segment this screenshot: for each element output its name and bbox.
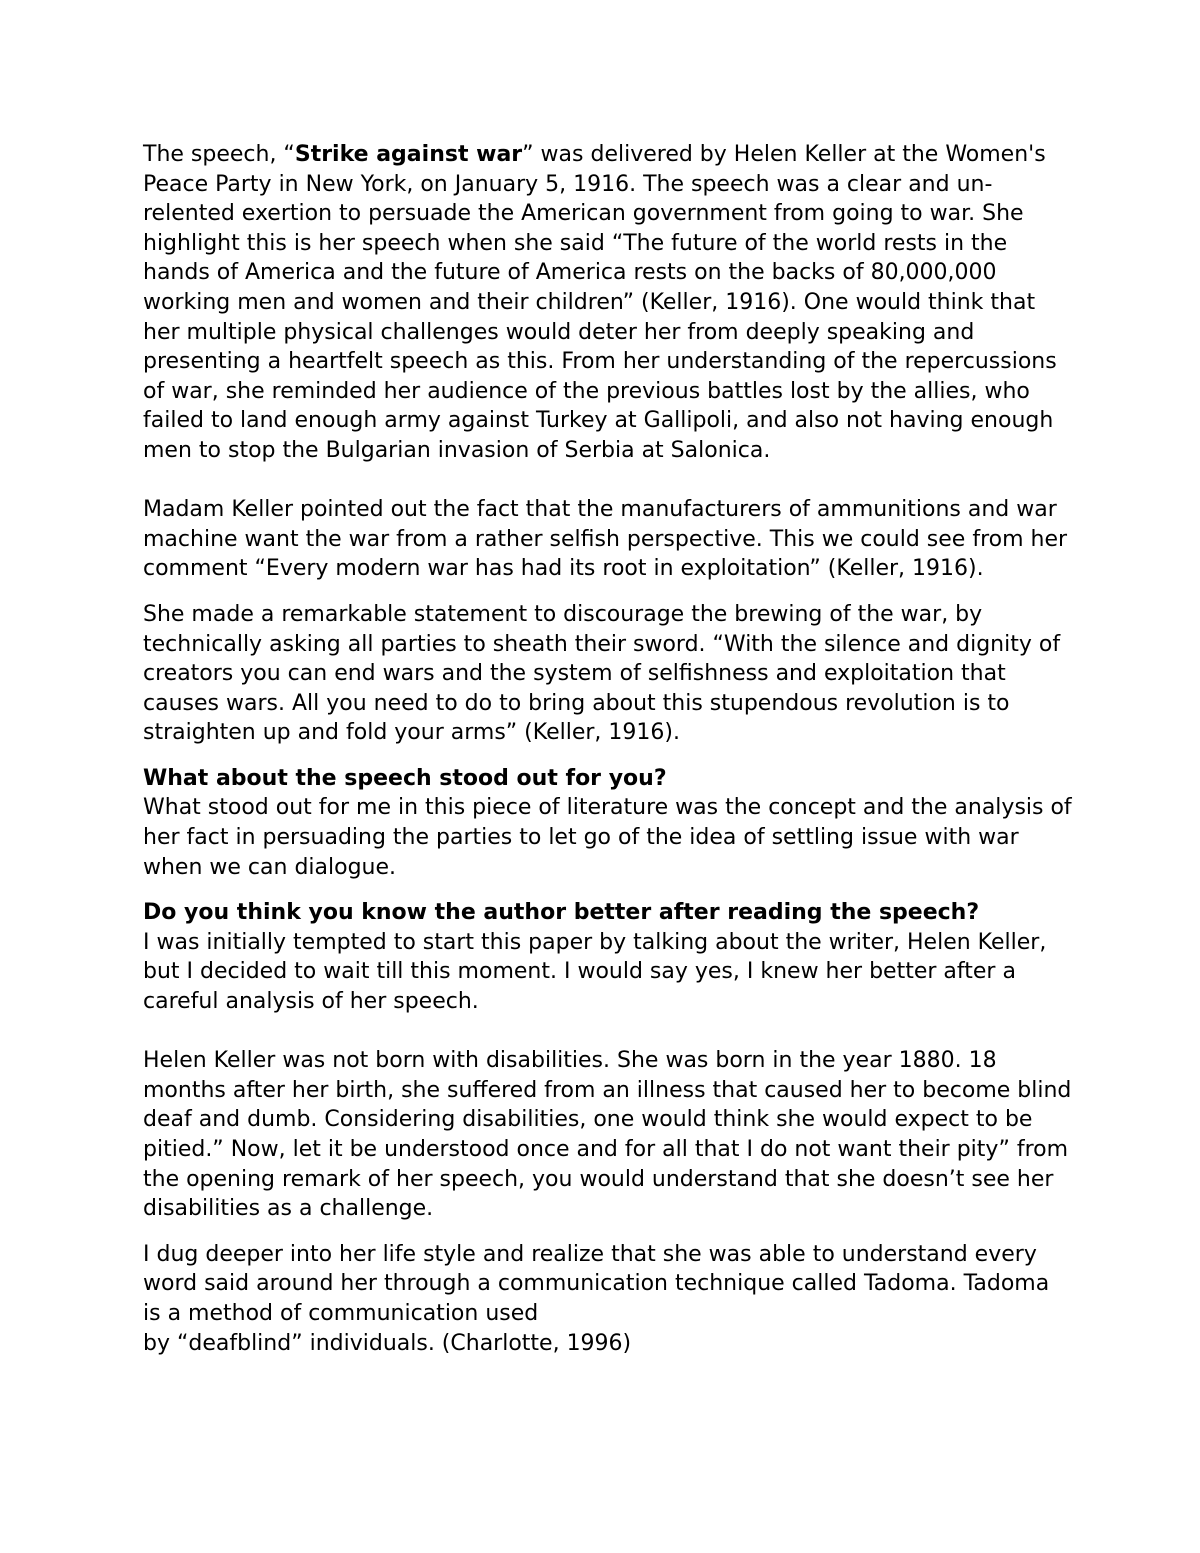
paragraph-intro-prefix: The speech, “ <box>143 142 295 167</box>
paragraph-manufacturers: Madam Keller pointed out the fact that the manufacturers of ammunitions and war machine want the war from a rather selfish perspective. This we could see from her comment “Every modern war has had its root in exploitation” (Keller, 1916). <box>143 497 1068 582</box>
paragraph-disabilities: Helen Keller was not born with disabilities. She was born in the year 1880. 18 months after her birth, she suffered from an illness that caused her to become blind deaf and dumb. Considering disabilities, one would think she would expect to be pitied.” Now, let it be understood once and for all that I do not want their pity” from the opening remark of her speech, you would understand that she doesn’t see her disabilities as a challenge. <box>143 1048 1072 1222</box>
speech-title: Strike against war <box>294 142 523 167</box>
section-body-know-author: I was initially tempted to start this paper by talking about the writer, Helen Keller, but I decided to wait till this moment. I would say yes, I knew her better after a careful analysis of her speech. <box>143 929 1047 1015</box>
paragraph-intro-body: ” was delivered by Helen Keller at the Women's Peace Party in New York, on January 5, 1916. The speech was a clear and un-relented exertion to persuade the American government from going to war. She highlight this is her speech when she said “The future of the world rests in the hands of America and the future of America rests on the backs of 80,000,000 working men and women and their children” (Keller, 1916). One would think that her multiple physical challenges would deter her from deeply speaking and presenting a heartfelt speech as this. From her understanding of the repercussions of war, she reminded her audience of the previous battles lost by the allies, who failed to land enough army against Turkey at Gallipoli, and also not having enough men to stop the Bulgarian invasion of Serbia at Salonica. <box>143 142 1057 463</box>
section-heading-stood-out: What about the speech stood out for you? <box>143 765 667 791</box>
paragraph-intro <box>143 140 1073 466</box>
paragraph-tadoma <box>143 1240 1073 1358</box>
document-body <box>143 140 1073 1358</box>
section-heading-know-author: Do you think you know the author better after reading the speech? <box>143 900 980 926</box>
paragraph-statement: She made a remarkable statement to discourage the brewing of the war, by technically asking all parties to sheath their sword. “With the silence and dignity of creators you can end wars and the system of selfishness and exploitation that causes wars. All you need to do to bring about this stupendous revolution is to straighten up and fold your arms” (Keller, 1916). <box>143 601 1061 746</box>
section-body-stood-out: What stood out for me in this piece of literature was the concept and the analysis of her fact in persuading the parties to let go of the idea of settling issue with war when we can dialogue. <box>143 795 1072 880</box>
paragraph-tadoma-main: I dug deeper into her life style and realize that she was able to understand every word said around her through a communication technique called Tadoma. Tadoma is a method of communication used <box>143 1241 1050 1326</box>
paragraph-tadoma-last-line: by “deafblind” individuals. (Charlotte, 1996) <box>143 1330 632 1356</box>
